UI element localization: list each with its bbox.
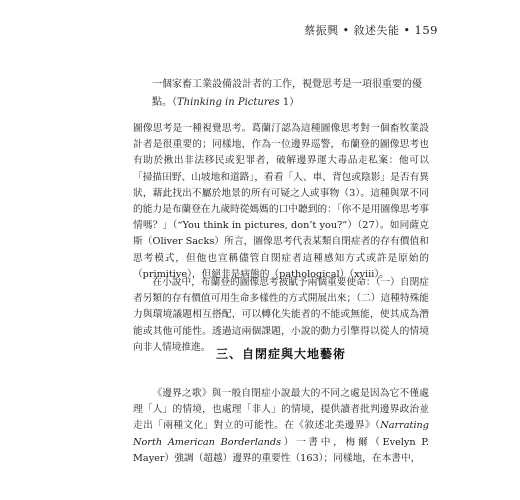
paragraph-text: ）一書中，梅爾（Evelyn P. Mayer）強調（超越）邊界的重要性（163）；同樣地，在本書中， (133, 436, 429, 464)
book-title-italic: Narrating North American Borderlands (133, 420, 429, 448)
body-paragraph: 圖像思考是一種視覺思考。葛蘭汀認為這種圖像思考對一個畜牧業設計者是很重要的；同樣地，作為一位邊界巡警，布蘭登的圖像思考也有助於揪出非法移民或犯罪者，破解邊界運大毒品走私案：他可以「掃描田野、山坡地和道路」，看看「人、車、背包或陰影」是否有異狀，藉此找出不屬於地景的所有可疑之人或事物（3）。這種與眾不同的能力是布蘭登在九歲時從媽媽的口中聽到的：「你不是用圖像思考事情嗎？」（“You think in pictures, don’t you?”）（27）。如同薩克斯（Oliver Sacks）所言，圖像思考代表某類自閉症者的存有價值和思考模式，但他也宣稱儘管自閉症者這種感知方式或許是原始的（primitive），但絕非是病態的（pathological）（xviii）。 (133, 123, 429, 280)
quote-source-title: Thinking in Pictures (177, 97, 280, 108)
quote-text: 一個家畜工業設備設計者的工作，視覺思考是一項很重要的優點。（ (152, 79, 422, 108)
section-heading: 三、自閉症與大地藝術 (215, 347, 346, 361)
page-number: 159 (414, 23, 438, 37)
body-paragraph (133, 386, 429, 467)
block-quote (152, 76, 430, 112)
body-paragraph: 在小說中，布蘭登的圖像思考被賦予兩個重要使命：（一）自閉症者另類的存有價值可用生命多樣性的方式開展出來；（二）這種特殊能力與環境議題相互搭配，可以轉化失能者的不能或無能，使其成為潛能或其他可能性。透過這兩個課題，小說的動力引擎得以從人的情境向非人情境推進。 (133, 277, 429, 353)
quote-source-page: 1） (279, 97, 300, 108)
paragraph-text: 《邊界之歌》與一般自閉症小說最大的不同之處是因為它不僅處理「人」的情境，也處理「非人」的情境，提供讀者批判邊界政治並走出「兩種文化」對立的可能性。在《敘述北美邊界》（ (133, 388, 429, 432)
running-header (304, 22, 438, 38)
running-title: 蔡振興 • 敘述失能 • (304, 24, 411, 37)
